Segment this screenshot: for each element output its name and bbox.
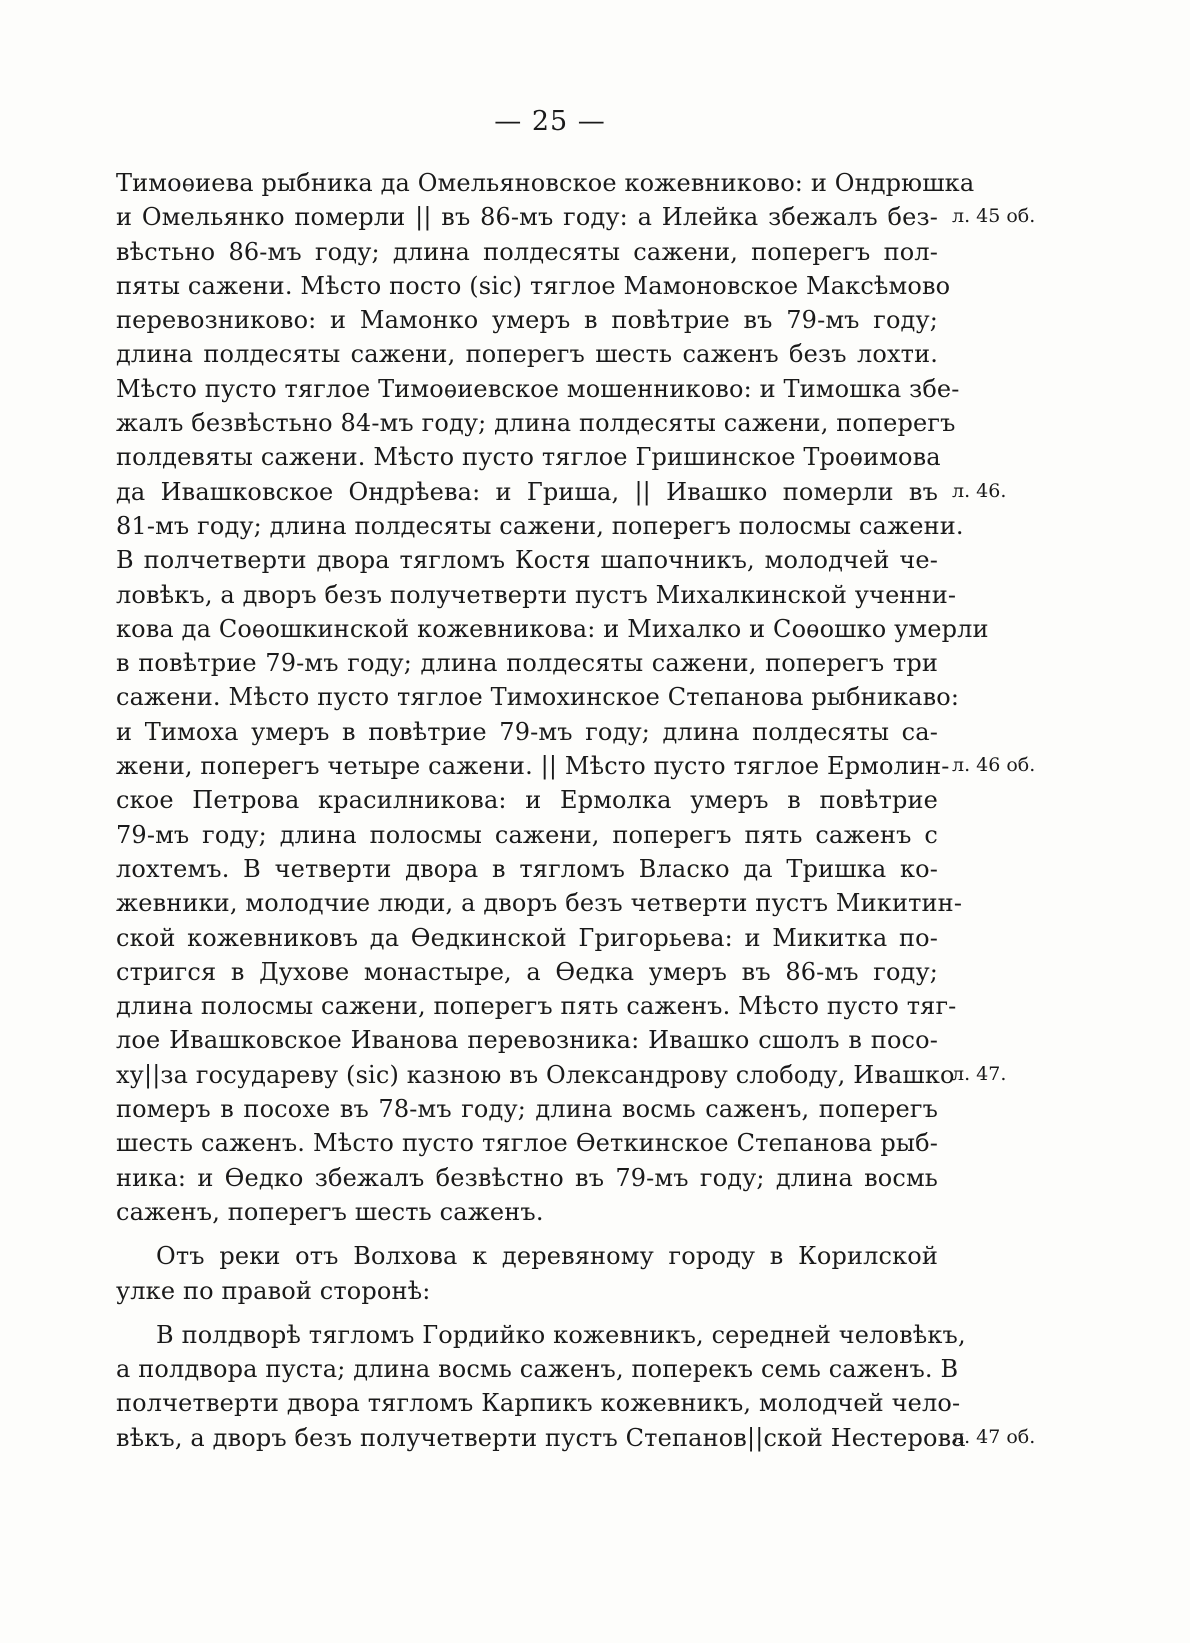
folio-margin-note: л. 47 об. [952,1425,1036,1448]
text-line: 81-мъ году; длина полдесяты сажени, поперегъ полосмы сажени. [116,511,964,540]
folio-margin-note: л. 46. [952,479,1007,502]
text-line: В полдворѣ тягломъ Гордийко кожевникъ, середней человѣкъ, [156,1320,966,1349]
paragraph-gap [116,1308,938,1318]
text-line: 79-мъ году; длина полосмы сажени, поперегъ пять саженъ с [116,820,938,849]
text-line: жалъ безвѣстьно 84-мъ году; длина полдесяты сажени, поперегъ [116,409,956,438]
text-line: жевники, молодчие люди, а дворъ безъ четверти пустъ Микитин- [116,889,963,918]
text-line: жени, поперегъ четыре сажени. || Мѣсто пусто тяглое Ермолин- [116,752,950,781]
text-line: Отъ реки отъ Волхова к деревяному городу в Корилской [156,1242,938,1271]
text-line: померъ в посохе въ 78-мъ году; длина восмь саженъ, поперегъ [116,1095,938,1124]
text-line: в повѣтрие 79-мъ году; длина полдесяты сажени, поперегъ три [116,649,938,678]
text-line: да Ивашковское Ондрѣева: и Гриша, || Ивашко померли въ [116,477,938,506]
text-line: перевозниково: и Мамонко умеръ в повѣтрие въ 79-мъ году; [116,306,938,335]
text-line: кова да Соѳошкинской кожевникова: и Михалко и Соѳошко умерли [116,614,989,643]
text-line: В полчетверти двора тягломъ Костя шапочникъ, молодчей че- [116,546,938,575]
text-line: вѣстьно 86-мъ году; длина полдесяты сажени, поперегъ пол- [116,237,938,266]
text-line: ской кожевниковъ да Ѳедкинской Григорьева: и Микитка по- [116,923,938,952]
text-line: Тимоѳиева рыбника да Омельяновское кожевниково: и Ондрюшка [116,169,975,197]
text-line: пяты сажени. Мѣсто посто (sic) тяглое Мамоновское Максѣмово [116,271,951,300]
text-line: ника: и Ѳедко збежалъ безвѣстно въ 79-мъ году; длина восмь [116,1163,938,1192]
text-line: и Тимоха умеръ в повѣтрие 79-мъ году; длина полдесяты са- [116,717,938,746]
text-line: полдевяты сажени. Мѣсто пусто тяглое Гришинское Троѳимова [116,443,941,472]
text-line: ловѣкъ, а дворъ безъ получетверти пустъ Михалкинской ученни- [116,580,957,609]
text-line: лое Ивашковское Иванова перевозника: Ивашко сшолъ в посо- [116,1026,938,1055]
paragraph-gap [116,1229,938,1239]
text-line: длина полосмы сажени, поперегъ пять саженъ. Мѣсто пусто тяг- [116,992,957,1021]
folio-margin-note: л. 47. [952,1062,1007,1085]
text-line: шесть саженъ. Мѣсто пусто тяглое Ѳеткинское Степанова рыб- [116,1129,938,1158]
text-line: и Омельянко померли || въ 86-мъ году: а Илейка збежалъ без- [116,203,938,232]
folio-margin-note: л. 46 об. [952,754,1036,777]
text-line: Мѣсто пусто тяглое Тимоѳиевское мошенниково: и Тимошка збе- [116,374,960,403]
folio-margin-note: л. 45 об. [952,205,1036,228]
text-line: ское Петрова красилникова: и Ермолка умеръ в повѣтрие [116,786,938,815]
text-line: стригся в Духове монастыре, а Ѳедка умеръ въ 86-мъ году; [116,957,938,986]
text-line: сажени. Мѣсто пусто тяглое Тимохинское Степанова рыбникаво: [116,683,960,712]
text-line: улке по правой сторонѣ: [116,1276,431,1305]
text-line: длина полдесяты сажени, поперегъ шесть саженъ безъ лохти. [116,340,938,369]
text-line: полчетверти двора тягломъ Карпикъ кожевникъ, молодчей чело- [116,1389,961,1418]
text-line: а полдвора пуста; длина восмь саженъ, поперекъ семь саженъ. В [116,1355,959,1384]
text-line: вѣкъ, а дворъ безъ получетверти пустъ Степанов||ской Нестерова [116,1423,966,1452]
page-number: — 25 — [494,106,606,137]
text-line: саженъ, поперегъ шесть саженъ. [116,1197,544,1226]
text-line: лохтемъ. В четверти двора в тягломъ Власко да Тришка ко- [116,854,938,883]
text-line: ху||за государеву (sic) казною въ Олександрову слободу, Ивашко [116,1060,955,1089]
